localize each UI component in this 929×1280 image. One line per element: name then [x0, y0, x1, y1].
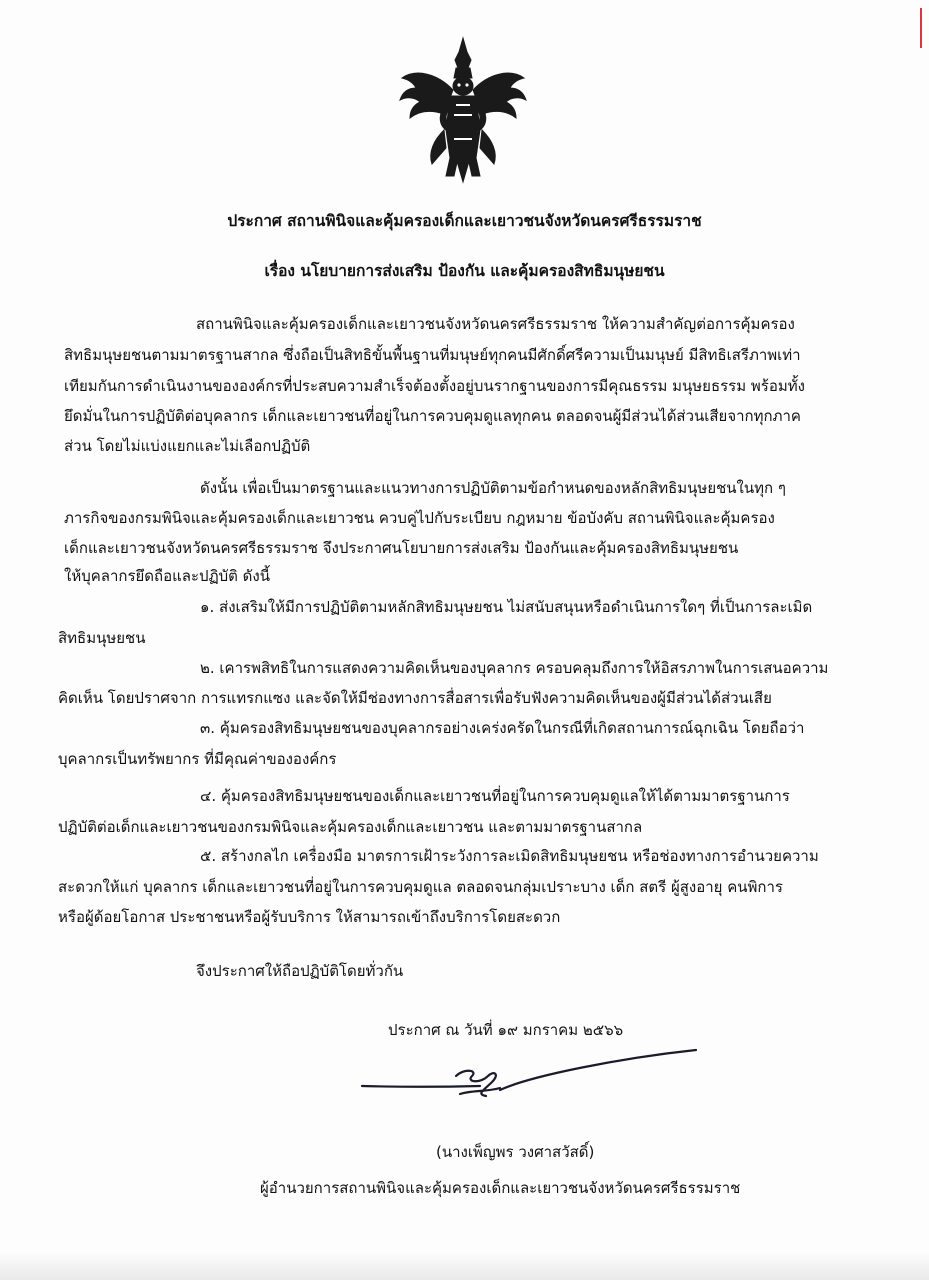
policy-item-4-cont: ปฏิบัติต่อเด็กและเยาวชนของกรมพินิจและคุ้มครองเด็กและเยาวชน และตามมาตรฐานสากล: [58, 818, 643, 836]
policy-item-5-cont: สะดวกให้แก่ บุคลากร เด็กและเยาวชนที่อยู่ในการควบคุมดูแล ตลอดจนกลุ่มเปราะบาง เด็ก สตรี ผู้สูงอายุ คนพิการ: [58, 878, 783, 896]
policy-item-5-cont: หรือผู้ด้อยโอกาส ประชาชนหรือผู้รับบริการ ให้สามารถเข้าถึงบริการโดยสะดวก: [58, 908, 561, 926]
paragraph-line: สถานพินิจและคุ้มครองเด็กและเยาวชนจังหวัดนครศรีธรรมราช ให้ความสำคัญต่อการคุ้มครอง: [196, 315, 795, 333]
announcement-subject: เรื่อง นโยบายการส่งเสริม ป้องกัน และคุ้มครองสิทธิมนุษยชน: [264, 262, 665, 280]
signer-name: (นางเพ็ญพร วงศาสวัสดิ์): [436, 1143, 595, 1161]
policy-item-1: ๑. ส่งเสริมให้มีการปฏิบัติตามหลักสิทธิมนุษยชน ไม่สนับสนุนหรือดำเนินการใดๆ ที่เป็นการละเมิด: [200, 598, 813, 616]
policy-item-1-cont: สิทธิมนุษยชน: [58, 629, 146, 647]
garuda-emblem-icon: [398, 34, 528, 184]
announcement-title: ประกาศ สถานพินิจและคุ้มครองเด็กและเยาวชนจังหวัดนครศรีธรรมราช: [227, 212, 702, 230]
paragraph-line: สิทธิมนุษยชนตามมาตรฐานสากล ซึ่งถือเป็นสิทธิขั้นพื้นฐานที่มนุษย์ทุกคนมีศักดิ์ศรีความเป็นมนุษย์ มีสิทธิเสรีภาพเท่า: [64, 346, 801, 364]
signature-stroke: [360, 1046, 700, 1110]
policy-item-5: ๕. สร้างกลไก เครื่องมือ มาตรการเฝ้าระวังการละเมิดสิทธิมนุษยชน หรือช่องทางการอำนวยความ: [200, 847, 819, 865]
paragraph-line: ภารกิจของกรมพินิจและคุ้มครองเด็กและเยาวชน ควบคู่ไปกับระเบียบ กฎหมาย ข้อบังคับ สถานพินิจและคุ้มครอง: [64, 509, 775, 527]
page-bottom-shadow: [0, 1252, 929, 1280]
paragraph-line: ยึดมั่นในการปฏิบัติต่อบุคลากร เด็กและเยาวชนที่อยู่ในการควบคุมดูแลทุกคน ตลอดจนผู้มีส่วนได้ส่วนเสียจากทุกภาค: [64, 407, 801, 425]
announcement-date: ประกาศ ณ วันที่ ๑๙ มกราคม ๒๕๖๖: [388, 1021, 624, 1039]
policy-item-4: ๔. คุ้มครองสิทธิมนุษยชนของเด็กและเยาวชนที่อยู่ในการควบคุมดูแลให้ได้ตามมาตรฐานการ: [200, 787, 790, 805]
page-edge-mark: [920, 8, 922, 48]
policy-item-2: ๒. เคารพสิทธิในการแสดงความคิดเห็นของบุคลากร ครอบคลุมถึงการให้อิสรภาพในการเสนอความ: [200, 659, 829, 677]
policy-item-2-cont: คิดเห็น โดยปราศจาก การแทรกแซง และจัดให้มีช่องทางการสื่อสารเพื่อรับฟังความคิดเห็นของผู้มีส่วนได้ส่วนเสีย: [58, 689, 772, 707]
policy-item-3: ๓. คุ้มครองสิทธิมนุษยชนของบุคลากรอย่างเคร่งครัดในกรณีที่เกิดสถานการณ์ฉุกเฉิน โดยถือว่า: [200, 719, 805, 737]
paragraph-line: เทียมกันการดำเนินงานขององค์กรที่ประสบความสำเร็จต้องตั้งอยู่บนรากฐานของการมีคุณธรรม มนุษยธรรม พร้อมทั้ง: [64, 377, 805, 395]
paragraph-line: เด็กและเยาวชนจังหวัดนครศรีธรรมราช จึงประกาศนโยบายการส่งเสริม ป้องกันและคุ้มครองสิทธิมนุษยชน: [64, 539, 739, 557]
signer-position: ผู้อำนวยการสถานพินิจและคุ้มครองเด็กและเยาวชนจังหวัดนครศรีธรรมราช: [260, 1179, 741, 1197]
paragraph-line: ให้บุคลากรยึดถือและปฏิบัติ ดังนี้: [64, 567, 271, 585]
policy-item-3-cont: บุคลากรเป็นทรัพยากร ที่มีคุณค่าขององค์กร: [58, 750, 337, 768]
garuda-emblem-graphic: [398, 34, 528, 184]
closing-statement: จึงประกาศให้ถือปฏิบัติโดยทั่วกัน: [196, 962, 404, 980]
paragraph-line: ส่วน โดยไม่แบ่งแยกและไม่เลือกปฏิบัติ: [64, 437, 311, 455]
paragraph-line: ดังนั้น เพื่อเป็นมาตรฐานและแนวทางการปฏิบัติตามข้อกำหนดของหลักสิทธิมนุษยชนในทุก ๆ: [200, 479, 786, 497]
handwritten-signature: [360, 1046, 700, 1110]
